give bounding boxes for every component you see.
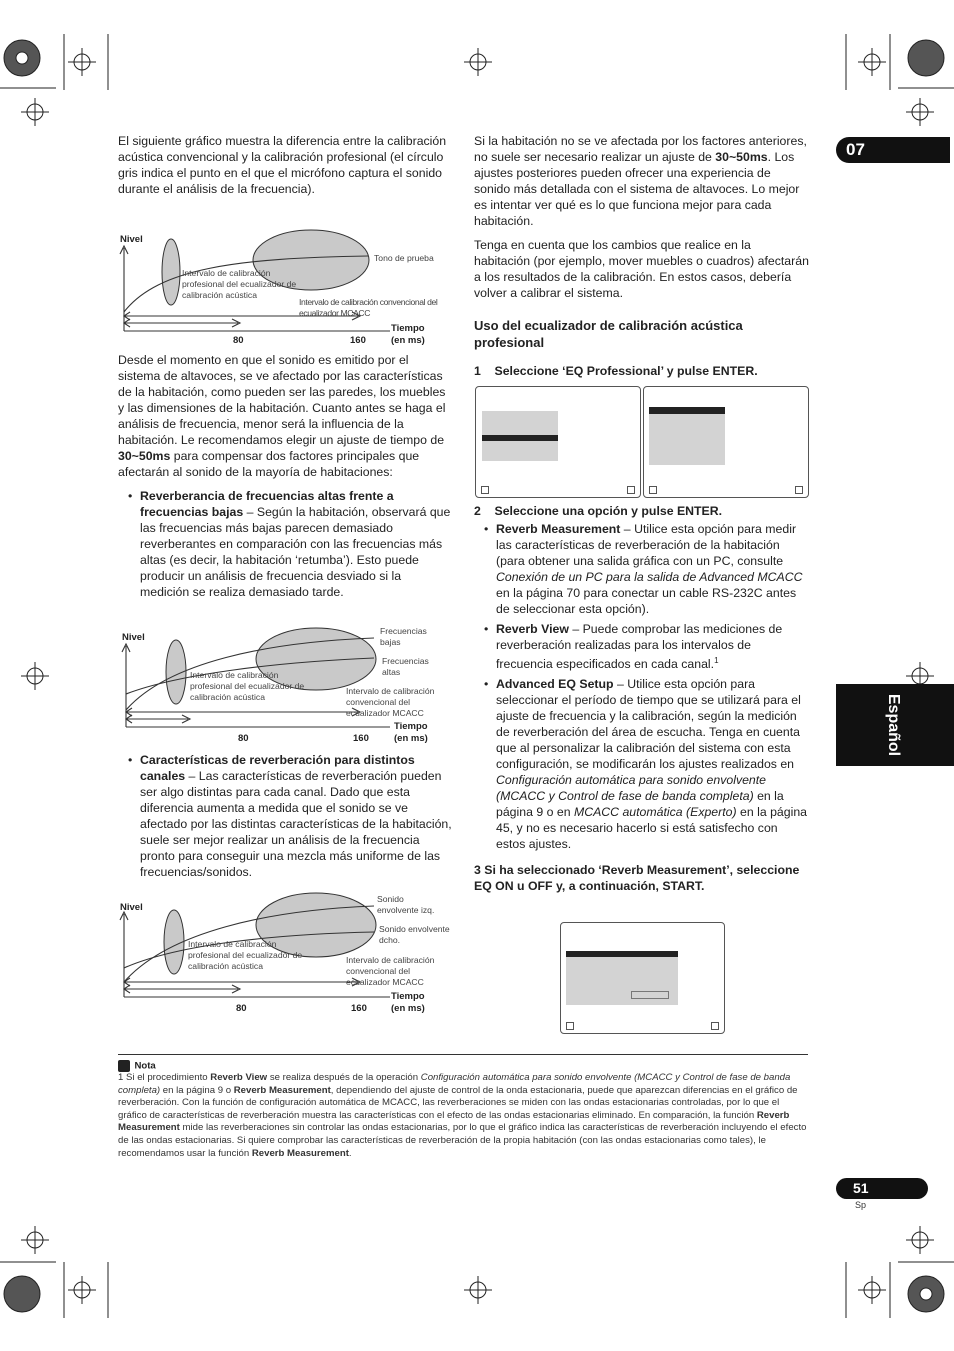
graph-2-high-label: Frecuencias altas bbox=[382, 656, 429, 677]
graph-1-x80: 80 bbox=[233, 335, 244, 346]
graph-1-x-unit: (en ms) bbox=[391, 335, 425, 346]
graph-3-pro-label: Intervalo de calibración profesional del ecualizador de calibración acústica bbox=[188, 939, 303, 971]
graph-2-x-unit: (en ms) bbox=[394, 733, 428, 744]
graph-2-low-label: Frecuencias bajas bbox=[380, 626, 427, 647]
language-label: Español bbox=[885, 693, 902, 757]
language-tab bbox=[836, 684, 954, 766]
graph-3 bbox=[118, 892, 458, 1018]
bullet-channels: • Características de reverberación para distintos canales – Las características de reverberación pueden ser algo distintas para cada canal. Dado que esta diferencia aumenta a medida que el sonido se ve afectado por las distintas características de la habitación, suele ser mejor realizar un análisis de la frecuencia pronto para conseguir una mezcla más uniforme de las frecuencias/sonidos. bbox=[118, 752, 452, 880]
left-body bbox=[118, 352, 452, 604]
bullet-advanced-eq: • Advanced EQ Setup – Utilice esta opción para seleccionar el período de tiempo que se utilizará para el ajuste de frecuencia y la calibración, según la medición de reverberación del área de escucha. Tenga en cuenta que al personalizar la calibración del sistema con esta configuración, se modificarán los ajustes realizados en Configuración automática para sonido envolvente (MCACC y Control de fase de banda completa) en la página 9 o en MCACC automática (Experto) en la página 45, y no es necesario hacerlo si está satisfecho con estos ajustes. bbox=[474, 676, 810, 852]
graph-2-x80: 80 bbox=[238, 733, 249, 744]
graph-3-y-label: Nivel bbox=[120, 902, 143, 913]
page-language: Sp bbox=[855, 1200, 867, 1210]
right-paragraph-1: Si la habitación no se ve afectada por los factores anteriores, no suele ser necesario realizar un ajuste de 30~50ms. Los ajustes posteriores pueden ofrecer una experiencia de sonido más detallada con el sistema de altavoces. Lo mejor es intentar ver qué es lo que funciona mejor para cada habitación. bbox=[474, 134, 807, 228]
graph-2-pro-label: Intervalo de calibración profesional del ecualizador de calibración acústica bbox=[190, 670, 305, 702]
graph-3-x160: 160 bbox=[351, 1003, 367, 1014]
note-text: 1 Si el procedimiento Reverb View se realiza después de la operación Configuración automática para sonido envolvente (MCACC y Control de fase de banda completa) en la página 9 o Reverb Measurement, dependiendo del ajuste de control de la onda estacionaria, puede que aparezcan diferencias en el gráfico de reverberación. Con la función de configuración automática de MCACC, las reverberaciones se miden con las ondas estacionarias controladas, por lo que el gráfico de características de reverberación muestra las características con el efecto de las ondas estacionarias eliminado. En comparación, la función Reverb Measurement mide las reverberaciones sin controlar las ondas estacionarias, por lo que el gráfico indica las características de reverberación incluyendo el efecto de las ondas estacionarias. Si quiere comprobar las características de reverberación de la propia habitación (con las ondas estacionarias como tales), le recomendamos usar la función Reverb Measurement. bbox=[118, 1072, 807, 1159]
graph-3-right-label: Sonido envolvente dcho. bbox=[379, 924, 450, 945]
bullet-reverb-measurement: • Reverb Measurement – Utilice esta opción para medir las características de reverberación de la habitación (para obtener una salida gráfica con un PC, consulte Conexión de un PC para la salida de Advanced MCACC en la página 70 para conectar un cable RS-232C antes de seleccionar esta opción). bbox=[474, 521, 810, 617]
graph-3-conv-label: Intervalo de calibración convencional del ecualizador MCACC bbox=[346, 955, 435, 987]
graph-2-conv-label: Intervalo de calibración convencional del ecualizador MCACC bbox=[346, 686, 435, 718]
graph-3-left-label: Sonido envolvente izq. bbox=[377, 894, 435, 915]
graph-1-y-label: Nivel bbox=[120, 234, 143, 245]
step-2: 2 Seleccione una opción y pulse ENTER. bbox=[474, 504, 723, 518]
page-number: 51 bbox=[853, 1180, 869, 1196]
graph-1-x160: 160 bbox=[350, 335, 366, 346]
paragraph-2: Desde el momento en que el sonido es emitido por el sistema de altavoces, se ve afectado por las características de la habitación, como pueden ser las paredes, los muebles y las dimensiones de la habitación. Cuanto antes se haga el análisis de frecuencia, menor será la influencia de la habitación. Le recomendamos elegir un ajuste de tiempo de 30~50ms para compensar dos factores principales que afectarán al sonido de la mayoría de habitaciones: bbox=[118, 353, 446, 479]
page-number-tab bbox=[836, 1178, 928, 1199]
graph-3-x-title: Tiempo bbox=[391, 991, 425, 1002]
bullet-reverb-view: • Reverb View – Puede comprobar las mediciones de reverberación realizadas para los intervalos de frecuencia especificados en cada canal.$^1$ bbox=[474, 621, 810, 672]
right-paragraph-2: Tenga en cuenta que los cambios que realice en la habitación (por ejemplo, mover muebles o cuadros) afectarán a los resultados de la calibración. En estos casos, debería volver a calibrar el sistema. bbox=[474, 238, 809, 300]
step-1: 1 Seleccione ‘EQ Professional’ y pulse ENTER. bbox=[474, 364, 758, 378]
graph-2 bbox=[118, 622, 458, 748]
graph-2-x160: 160 bbox=[353, 733, 369, 744]
graph-2-y-label: Nivel bbox=[122, 632, 145, 643]
graph-1-tone-label: Tono de prueba bbox=[374, 253, 434, 263]
graph-1-x-title: Tiempo bbox=[391, 323, 425, 334]
graph-1-pro-label: Intervalo de calibración profesional del ecualizador de calibración acústica bbox=[182, 268, 297, 300]
step-3: 3 Si ha seleccionado ‘Reverb Measurement’, seleccione EQ ON u OFF y, a continuación, START. bbox=[474, 863, 800, 894]
screen-3 bbox=[560, 922, 725, 1034]
screen-1 bbox=[475, 386, 641, 498]
screen-2 bbox=[643, 386, 809, 498]
graph-1-conv-label: Intervalo de calibración convencional del ecualizador MCACC bbox=[299, 297, 438, 318]
chapter-tab bbox=[836, 137, 950, 163]
graph-3-x80: 80 bbox=[236, 1003, 247, 1014]
note-divider bbox=[118, 1054, 808, 1055]
right-column bbox=[474, 133, 810, 379]
bullet-frequencies: • Reverberancia de frecuencias altas frente a frecuencias bajas – Según la habitación, observará que las frecuencias más bajas parecen demasiado reverberantes en comparación con las frecuencias más altas (es decir, la habitación ‘retumba’). Esto puede producir un análisis de frecuencia desviado si la medición se realiza demasiado tarde. bbox=[118, 488, 452, 600]
intro-paragraph: El siguiente gráfico muestra la diferencia entre la calibración acústica convencional y la calibración profesional (el círculo gris indica el punto en el que el micrófono captura el sonido durante el análisis de la frecuencia). bbox=[118, 134, 447, 196]
graph-1 bbox=[118, 228, 458, 350]
note-icon bbox=[118, 1060, 130, 1072]
right-column-2 bbox=[474, 503, 810, 894]
graph-2-x-title: Tiempo bbox=[394, 721, 428, 732]
section-heading: Uso del ecualizador de calibración acústica profesional bbox=[474, 318, 743, 350]
left-body-2 bbox=[118, 752, 452, 884]
graph-3-x-unit: (en ms) bbox=[391, 1003, 425, 1014]
note-title: Nota bbox=[134, 1060, 156, 1072]
left-column bbox=[118, 133, 450, 201]
chapter-number: 07 bbox=[846, 140, 865, 159]
